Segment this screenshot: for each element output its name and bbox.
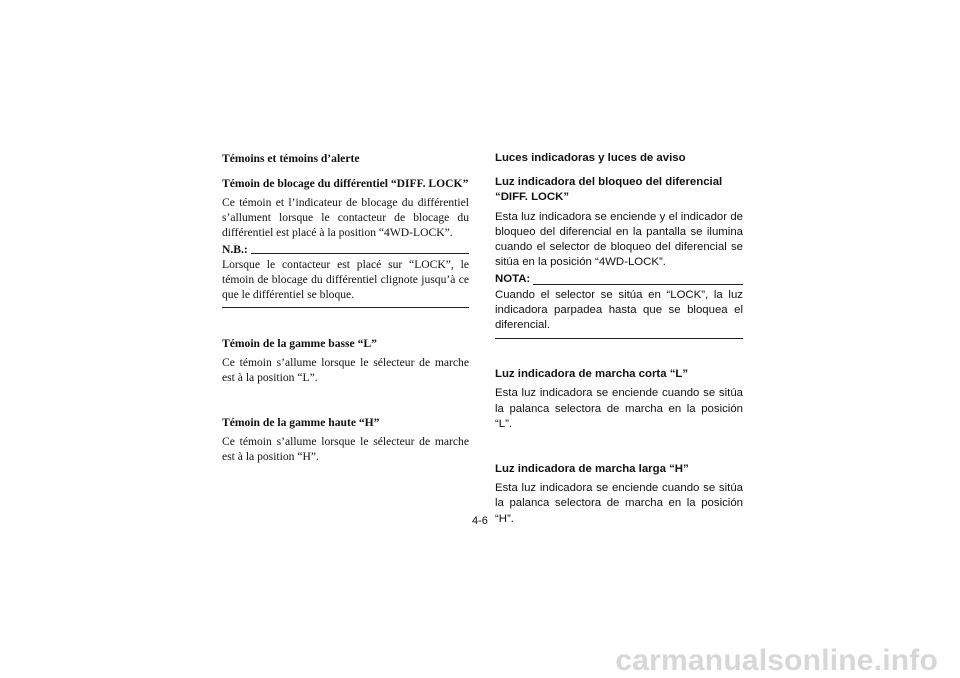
note-label-es: NOTA: <box>495 273 531 286</box>
page-number: 4-6 <box>472 515 488 527</box>
note-header-es <box>495 272 743 287</box>
high-range-body-fr: Ce témoin s’allume lorsque le sélecteur de marche est à la position “H”. <box>222 435 469 463</box>
note-text-fr: Lorsque le contacteur est placé sur “LOCK”, le témoin de blocage du différentiel clignote jusqu’à ce que le différentiel se bloque. <box>222 258 469 301</box>
spanish-column <box>495 146 743 527</box>
note-label-fr: N.B.: <box>222 243 248 256</box>
diff-lock-heading-fr: Témoin de blocage du différentiel “DIFF. LOCK” <box>222 177 469 190</box>
low-range-body-es: Esta luz indicadora se enciende cuando se sitúa la palanca selectora de marcha en la posición “L”. <box>495 387 743 430</box>
low-range-heading-fr: Témoin de la gamme basse “L” <box>222 337 377 350</box>
high-range-body-es: Esta luz indicadora se enciende cuando se sitúa la palanca selectora de marcha en la posición “H”. <box>495 482 743 525</box>
high-range-heading-es: Luz indicadora de marcha larga “H” <box>495 463 689 476</box>
note-text-es: Cuando el selector se sitúa en “LOCK”, la luz indicadora parpadea hasta que se bloquea el diferencial. <box>495 288 743 332</box>
section-title-fr: Témoins et témoins d’alerte <box>222 152 360 165</box>
section-title-es: Luces indicadoras y luces de aviso <box>495 152 686 164</box>
diff-lock-body-es: Esta luz indicadora se enciende y el indicador de bloqueo del diferencial en la pantalla se ilumina cuando el selector de bloqueo del diferencial se sitúa en la posición “4WD-LOCK”. <box>495 210 743 269</box>
high-range-heading-fr: Témoin de la gamme haute “H” <box>222 416 380 429</box>
french-column <box>222 146 469 464</box>
low-range-heading-es: Luz indicadora de marcha corta “L” <box>495 368 689 381</box>
diff-lock-body-fr: Ce témoin et l’indicateur de blocage du différentiel s’allument lorsque le contacteur de blocage du différentiel est placé à la position “4WD-LOCK”. <box>222 196 469 239</box>
low-range-body-fr: Ce témoin s’allume lorsque le sélecteur de marche est à la position “L”. <box>222 356 469 384</box>
note-rule-fr <box>251 253 469 254</box>
diff-lock-heading-es: Luz indicadora del bloqueo del diferencial “DIFF. LOCK” <box>495 176 723 204</box>
note-header-fr <box>222 242 469 257</box>
watermark: carmanualsonline.info <box>615 644 938 677</box>
note-rule-es <box>533 284 743 285</box>
